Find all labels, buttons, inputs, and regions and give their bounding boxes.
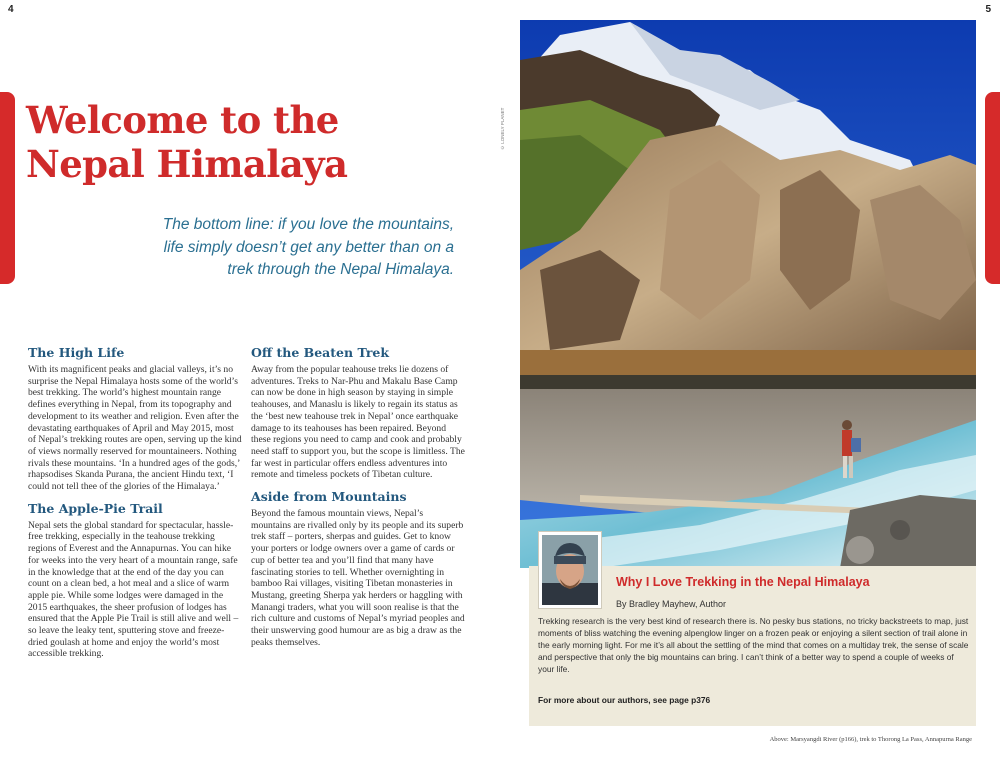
chapter-tab-left (0, 92, 15, 284)
page-title (26, 98, 446, 186)
section-body-high-life: With its magnificent peaks and glacial valleys, it’s no surprise the Nepal Himalaya hosts some of the world’s best trekking. The world’s highest mountain range defines everything in Nepal, from its topography and development to its weather and religion. Even after the devastating earthquakes of April and May 2015, most of Nepal’s trekking routes are open, serving up the kind of views normally reserved for mountaineers. Nothing rivals these mountains. ‘In a hundred ages of the gods,’ rhapsodises Skanda Purana, the ancient Hindu text, ‘I could not tell thee of the glories of the Himalaya.’ (28, 364, 242, 493)
section-heading-apple-pie: The Apple-Pie Trail (28, 500, 163, 516)
author-box-body: Trekking research is the very best kind of research there is. No pesky bus stations, no tricky backstreets to map, just moments of bliss watching the evening alpenglow linger on a frozen peak or enjoying a silent section of trail alone in the early morning light. For me it’s all about the settling of the mind that comes on a multiday trek, the sense of scale and perspective that only the big mountains can bring. I can’t think of a better way to spend a couple of weeks of your life. (538, 616, 969, 674)
section-heading-off-beaten: Off the Beaten Trek (251, 345, 390, 360)
section-body-aside: Beyond the famous mountain views, Nepal’s mountains are rivalled only by its people and its superb trek staff – porters, sherpas and guides. Get to know your porters or lodge owners over a game of cards or cup of better tea and you’ll find that many have fascinating stories to tell. Whether overnighting in bamboo Rai villages, visiting Tibetan monasteries in Mustang, greeting Sherpa yak herders or haggling with Manangi traders, what you will soon realise is that the rich culture and customs of Nepal’s myriad peoples and their unswerving good humour are as big a draw as the peaks themselves. (251, 508, 465, 648)
author-byline: By Bradley Mayhew, Author (616, 599, 727, 609)
photo-caption: Above: Marsyangdi River (p166), trek to Thorong La Pass, Annapurna Range (769, 736, 972, 743)
section-body-off-beaten: Away from the popular teahouse treks lie dozens of adventures. Treks to Nar-Phu and Makalu Base Camp can now be done in high season by staying in simple teahouses, and Manaslu is likely to regain its status as the ‘best new teahouse trek in Nepal’ once earthquake damage to its teahouses has been repaired. Beyond these regions you need to camp and cook and probably need staff to support you, but the scope is limitless. The far west in particular offers endless adventures into remote and timeless pockets of Tibetan culture. (251, 364, 465, 481)
section-body-apple-pie: Nepal sets the global standard for spectacular, hassle-free trekking, especially in the teahouse trekking regions of Everest and the Annapurnas. You can hike for weeks into the very heart of a mountain range, safe in the knowledge that at the end of the day you can count on a clean bed, a hot meal and a slice of warm apple pie. While some lodges were damaged in the 2015 earthquakes, the sheer profusion of lodges has ensured that the Apple Pie Trail is still alive and well – so leave the leaky tent, sputtering stove and freeze-dried goulash at home and enjoy the world’s most accessible trekking. (28, 519, 239, 660)
title-line-1: Welcome to the (26, 98, 339, 142)
intro-quote: The bottom line: if you love the mountains, life simply doesn’t get any better than on a trek through the Nepal Himalaya. (162, 216, 454, 278)
page-number-right: 5 (985, 4, 991, 15)
photo-himalaya-river (520, 20, 976, 568)
author-box-title: Why I Love Trekking in the Nepal Himalaya (616, 575, 870, 589)
section-heading-high-life: The High Life (28, 345, 125, 360)
page-number-left: 4 (8, 4, 14, 15)
spine-credit: © LONELY PLANET (500, 107, 505, 150)
author-more-link[interactable]: For more about our authors, see page p376 (538, 695, 711, 705)
author-avatar (538, 531, 602, 609)
chapter-tab-right (985, 92, 1000, 284)
title-line-2: Nepal Himalaya (26, 142, 348, 186)
section-heading-aside: Aside from Mountains (251, 489, 407, 505)
text-column-left (28, 345, 242, 668)
text-column-middle (251, 345, 465, 656)
